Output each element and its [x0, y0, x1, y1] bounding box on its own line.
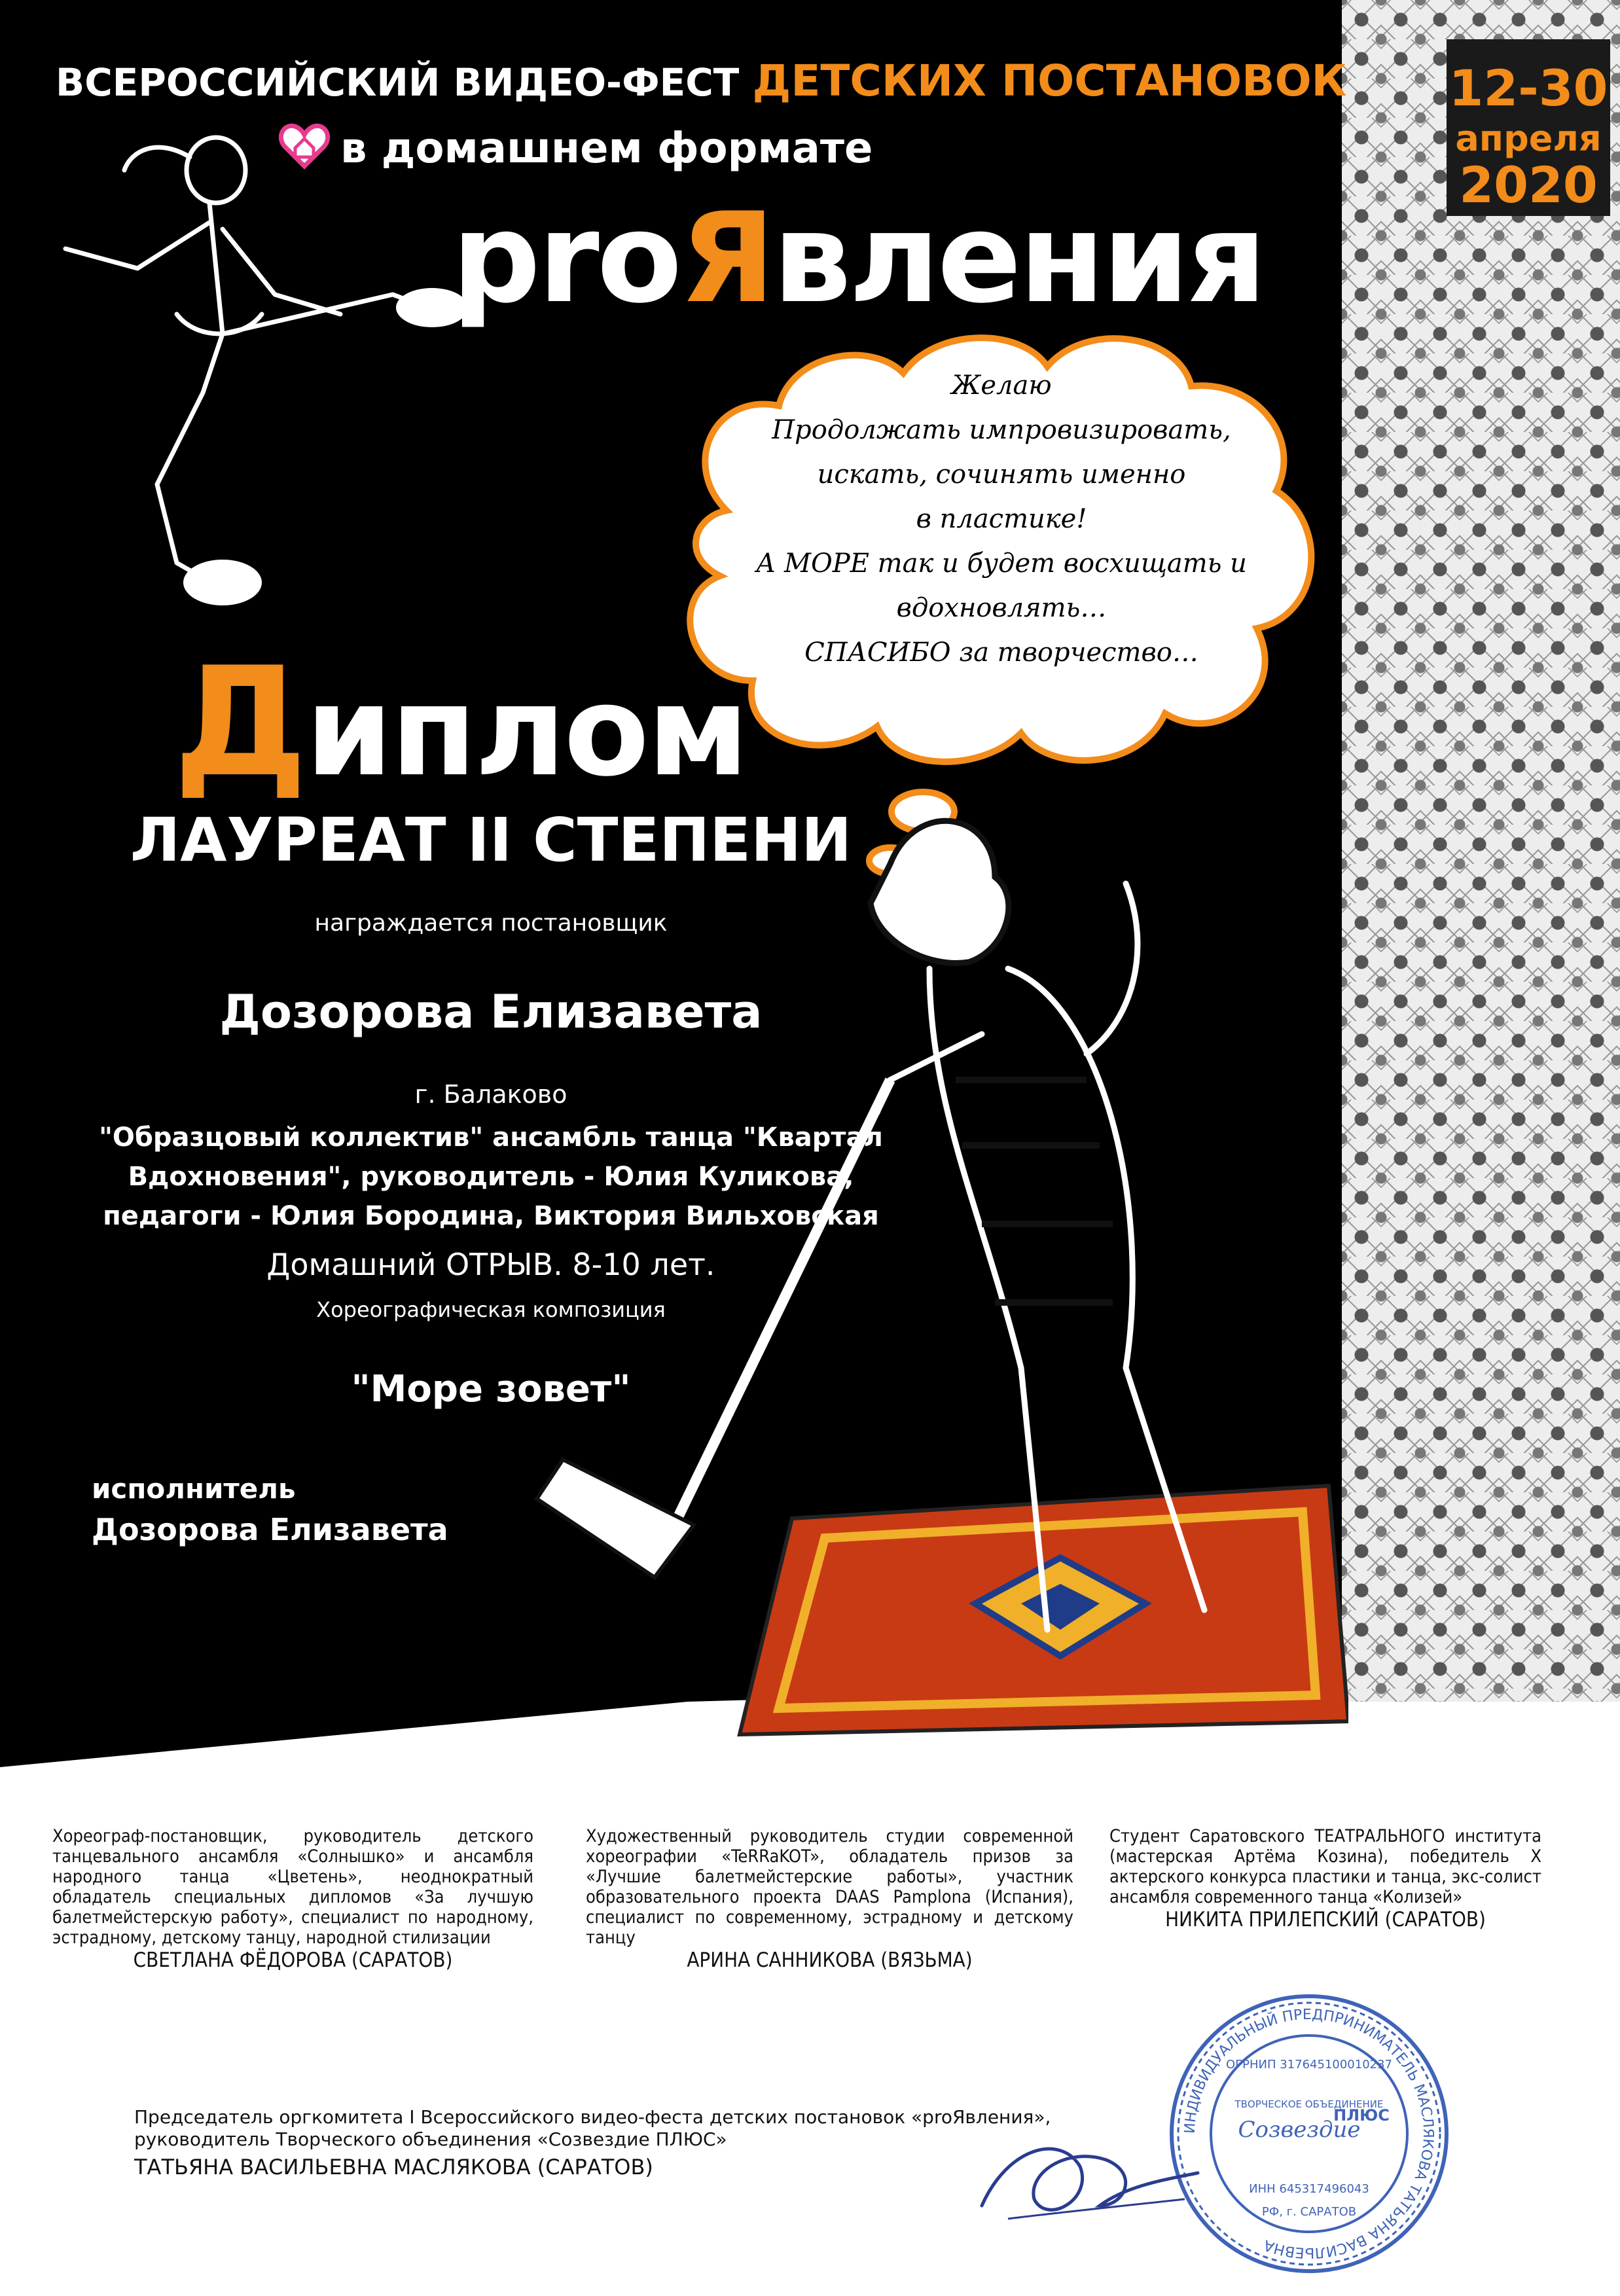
laureate-name: Дозорова Елизавета	[219, 985, 763, 1039]
festival-line	[56, 56, 1347, 106]
stamp-center-top: ТВОРЧЕСКОЕ ОБЪЕДИНЕНИЕ	[1234, 2098, 1384, 2110]
city: г. Балаково	[414, 1080, 567, 1109]
festival-title	[452, 186, 1265, 331]
collective-line: "Образцовый коллектив" ансамбль танца "Квартал	[99, 1122, 883, 1153]
stamp-brand: Созвездие	[1238, 2117, 1361, 2143]
signature-text: Хореограф-постановщик, руководитель детского танцевального ансамбля «Солнышко» и ансамбля народного танца «Цветень», неоднократный обладатель специальных дипломов «За лучшую балетмейстерскую работу», специалист по народному, эстрадному, детскому танцу, народной стилизации	[52, 1826, 533, 1948]
stamp-inn: ИНН 645317496043	[1249, 2182, 1369, 2196]
date-month: апреля	[1455, 118, 1602, 159]
stamp-city: РФ, г. САРАТОВ	[1261, 2205, 1357, 2219]
genre: Хореографическая композиция	[316, 1297, 666, 1322]
signature-name: АРИНА САННИКОВА (ВЯЗЬМА)	[687, 1948, 973, 1972]
bubble-line: Желаю	[951, 370, 1052, 401]
bubble-line: СПАСИБО за творчество…	[804, 637, 1198, 668]
chairman-line-2: руководитель Творческого объединения «Созвездие ПЛЮС»	[134, 2128, 727, 2150]
collective-line: педагоги - Юлия Бородина, Виктория Вильховская	[103, 1201, 879, 1231]
bubble-line: в пластике!	[916, 504, 1087, 534]
heart-home-icon	[278, 119, 331, 171]
degree: ЛАУРЕАТ II СТЕПЕНИ	[130, 805, 852, 875]
performer-label: исполнитель	[92, 1473, 296, 1505]
diploma-title	[173, 636, 747, 810]
bubble-line: искать, сочинять именно	[817, 459, 1186, 490]
signature-block	[1109, 1826, 1541, 1930]
festival-line-orange: ДЕТСКИХ ПОСТАНОВОК	[752, 56, 1347, 106]
piece-title: "Море зовет"	[351, 1368, 631, 1410]
bubble-line: вдохновлять…	[896, 593, 1107, 623]
stamp-plus: ПЛЮС	[1333, 2106, 1390, 2125]
performer-name: Дозорова Елизавета	[92, 1512, 448, 1547]
festival-line-white: ВСЕРОССИЙСКИЙ ВИДЕО-ФЕСТ	[56, 60, 740, 105]
bubble-line: А МОРЕ так и будет восхищать и	[756, 548, 1247, 579]
diploma-title-rest: иплом	[305, 659, 747, 804]
signature-block	[52, 1826, 533, 1971]
bubble-line: Продолжать импровизировать,	[772, 415, 1231, 445]
bubble-text	[687, 363, 1316, 675]
signature-block	[586, 1826, 1073, 1971]
stamp-ogrn: ОГРНИП 317645100010237	[1225, 2058, 1393, 2072]
signature-name: СВЕТЛАНА ФЁДОРОВА (САРАТОВ)	[133, 1948, 453, 1972]
cat-illustration	[524, 805, 1348, 1754]
festival-title-ya: Я	[679, 186, 773, 331]
date-year: 2020	[1459, 156, 1598, 214]
chairman-name: ТАТЬЯНА ВАСИЛЬЕВНА МАСЛЯКОВА (САРАТОВ)	[134, 2155, 653, 2179]
signature-name: НИКИТА ПРИЛЕПСКИЙ (САРАТОВ)	[1165, 1908, 1486, 1931]
damask-wallpaper	[1342, 0, 1620, 1702]
handwritten-signature	[969, 2108, 1217, 2238]
festival-title-pro: pro	[452, 186, 680, 331]
signature-text: Студент Саратовского ТЕАТРАЛЬНОГО института (мастерская Артёма Козина), победитель X актерского конкурса пластики и танца, экс-солист ансамбля современного танца «Колизей»	[1109, 1826, 1541, 1907]
collective-line: Вдохновения", руководитель - Юлия Куликова,	[128, 1162, 854, 1192]
dancer-illustration	[26, 118, 484, 628]
festival-title-rest: вления	[772, 186, 1265, 331]
awarded-text: награждается постановщик	[314, 910, 668, 937]
diploma-title-first: Д	[173, 636, 306, 810]
signature-text: Художественный руководитель студии современной хореографии «TeRRaKOT», обладатель призов за «Лучшие балетмейстерские работы», участник образовательного проекта DAAS Pamplona (Испания), специалист по современному, эстрадному и детскому танцу	[586, 1826, 1073, 1948]
nomination: Домашний ОТРЫВ. 8-10 лет.	[266, 1247, 715, 1282]
chairman-line-1: Председатель оргкомитета I Всероссийского видео-феста детских постановок «proЯвления»,	[134, 2106, 1051, 2128]
format-line: в домашнем формате	[340, 124, 873, 173]
stamp-ring-text: ИНДИВИДУАЛЬНЫЙ ПРЕДПРИНИМАТЕЛЬ МАСЛЯКОВА ТАТЬЯНА ВАСИЛЬЕВНА	[1181, 2006, 1437, 2261]
date-range: 12-30	[1449, 59, 1608, 117]
